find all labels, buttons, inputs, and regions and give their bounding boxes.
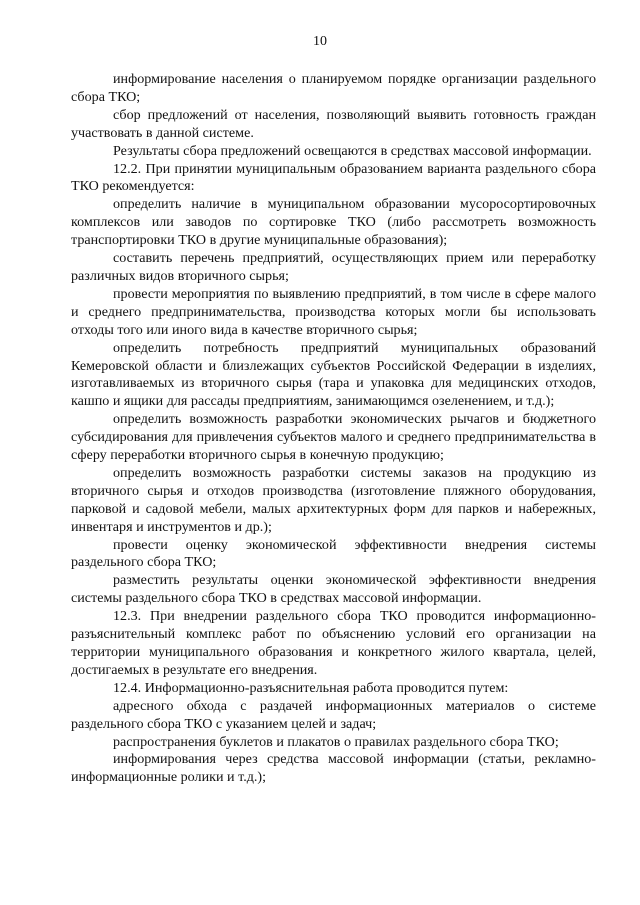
paragraph: определить наличие в муниципальном образовании мусоросортировочных комплексов или заводов по сортировке ТКО (либо рассмотреть возможность транспортировки ТКО в другие муниципальные образования); <box>71 196 596 249</box>
section-12-3-paragraph: 12.3. При внедрении раздельного сбора ТКО проводится информационно-разъяснительный комплекс работ по объяснению условий его организации на территории муниципального образования и конкретного жилого квартала, целей, достигаемых в результате его внедрения. <box>71 608 596 678</box>
paragraph: сбор предложений от населения, позволяющий выявить готовность граждан участвовать в данной системе. <box>71 106 596 141</box>
paragraph: информирование населения о планируемом порядке организации раздельного сбора ТКО; <box>71 71 596 105</box>
section-12-4-paragraph: 12.4. Информационно-разъяснительная работа проводится путем: <box>113 679 509 696</box>
paragraph: определить потребность предприятий муниципальных образований Кемеровской области и близлежащих субъектов Российской Федерации в изделиях, изготавливаемых из вторичного сырья (тара и упаковка для медицинских отходов, кашпо и ящики для рассады предприятиям, занимающимся озеленением, и т.д.); <box>71 339 596 410</box>
paragraph: информирования через средства массовой информации (статьи, рекламно-информационные ролики и т.д.); <box>71 751 596 786</box>
document-body <box>71 71 596 787</box>
page-number: 10 <box>313 34 327 49</box>
section-12-2-paragraph: 12.2. При принятии муниципальным образованием варианта раздельного сбора ТКО рекомендуется: <box>71 160 596 195</box>
paragraph: составить перечень предприятий, осуществляющих прием или переработку различных видов вторичного сырья; <box>71 250 596 284</box>
paragraph: разместить результаты оценки экономической эффективности внедрения системы раздельного сбора ТКО в средствах массовой информации. <box>71 572 596 607</box>
paragraph: провести оценку экономической эффективности внедрения системы раздельного сбора ТКО; <box>71 536 596 571</box>
paragraph: определить возможность разработки экономических рычагов и бюджетного субсидирования для привлечения субъектов малого и среднего предпринимательства в сферу переработки вторичного сырья в конечную продукцию; <box>71 411 596 464</box>
paragraph: распространения буклетов и плакатов о правилах раздельного сбора ТКО; <box>113 733 559 750</box>
paragraph: адресного обхода с раздачей информационных материалов о системе раздельного сбора ТКО с указанием целей и задач; <box>71 697 596 732</box>
paragraph: определить возможность разработки системы заказов на продукцию из вторичного сырья и отходов производства (изготовление пляжного оборудования, парковой и садовой мебели, малых архитектурных форм для парков и набережных, инвентаря и инструментов и др.); <box>71 464 596 535</box>
paragraph: провести мероприятия по выявлению предприятий, в том числе в сфере малого и среднего предпринимательства, производства которых могли бы использовать отходы того или иного вида в качестве вторичного сырья; <box>71 285 596 338</box>
paragraph: Результаты сбора предложений освещаются в средствах массовой информации. <box>113 142 592 159</box>
